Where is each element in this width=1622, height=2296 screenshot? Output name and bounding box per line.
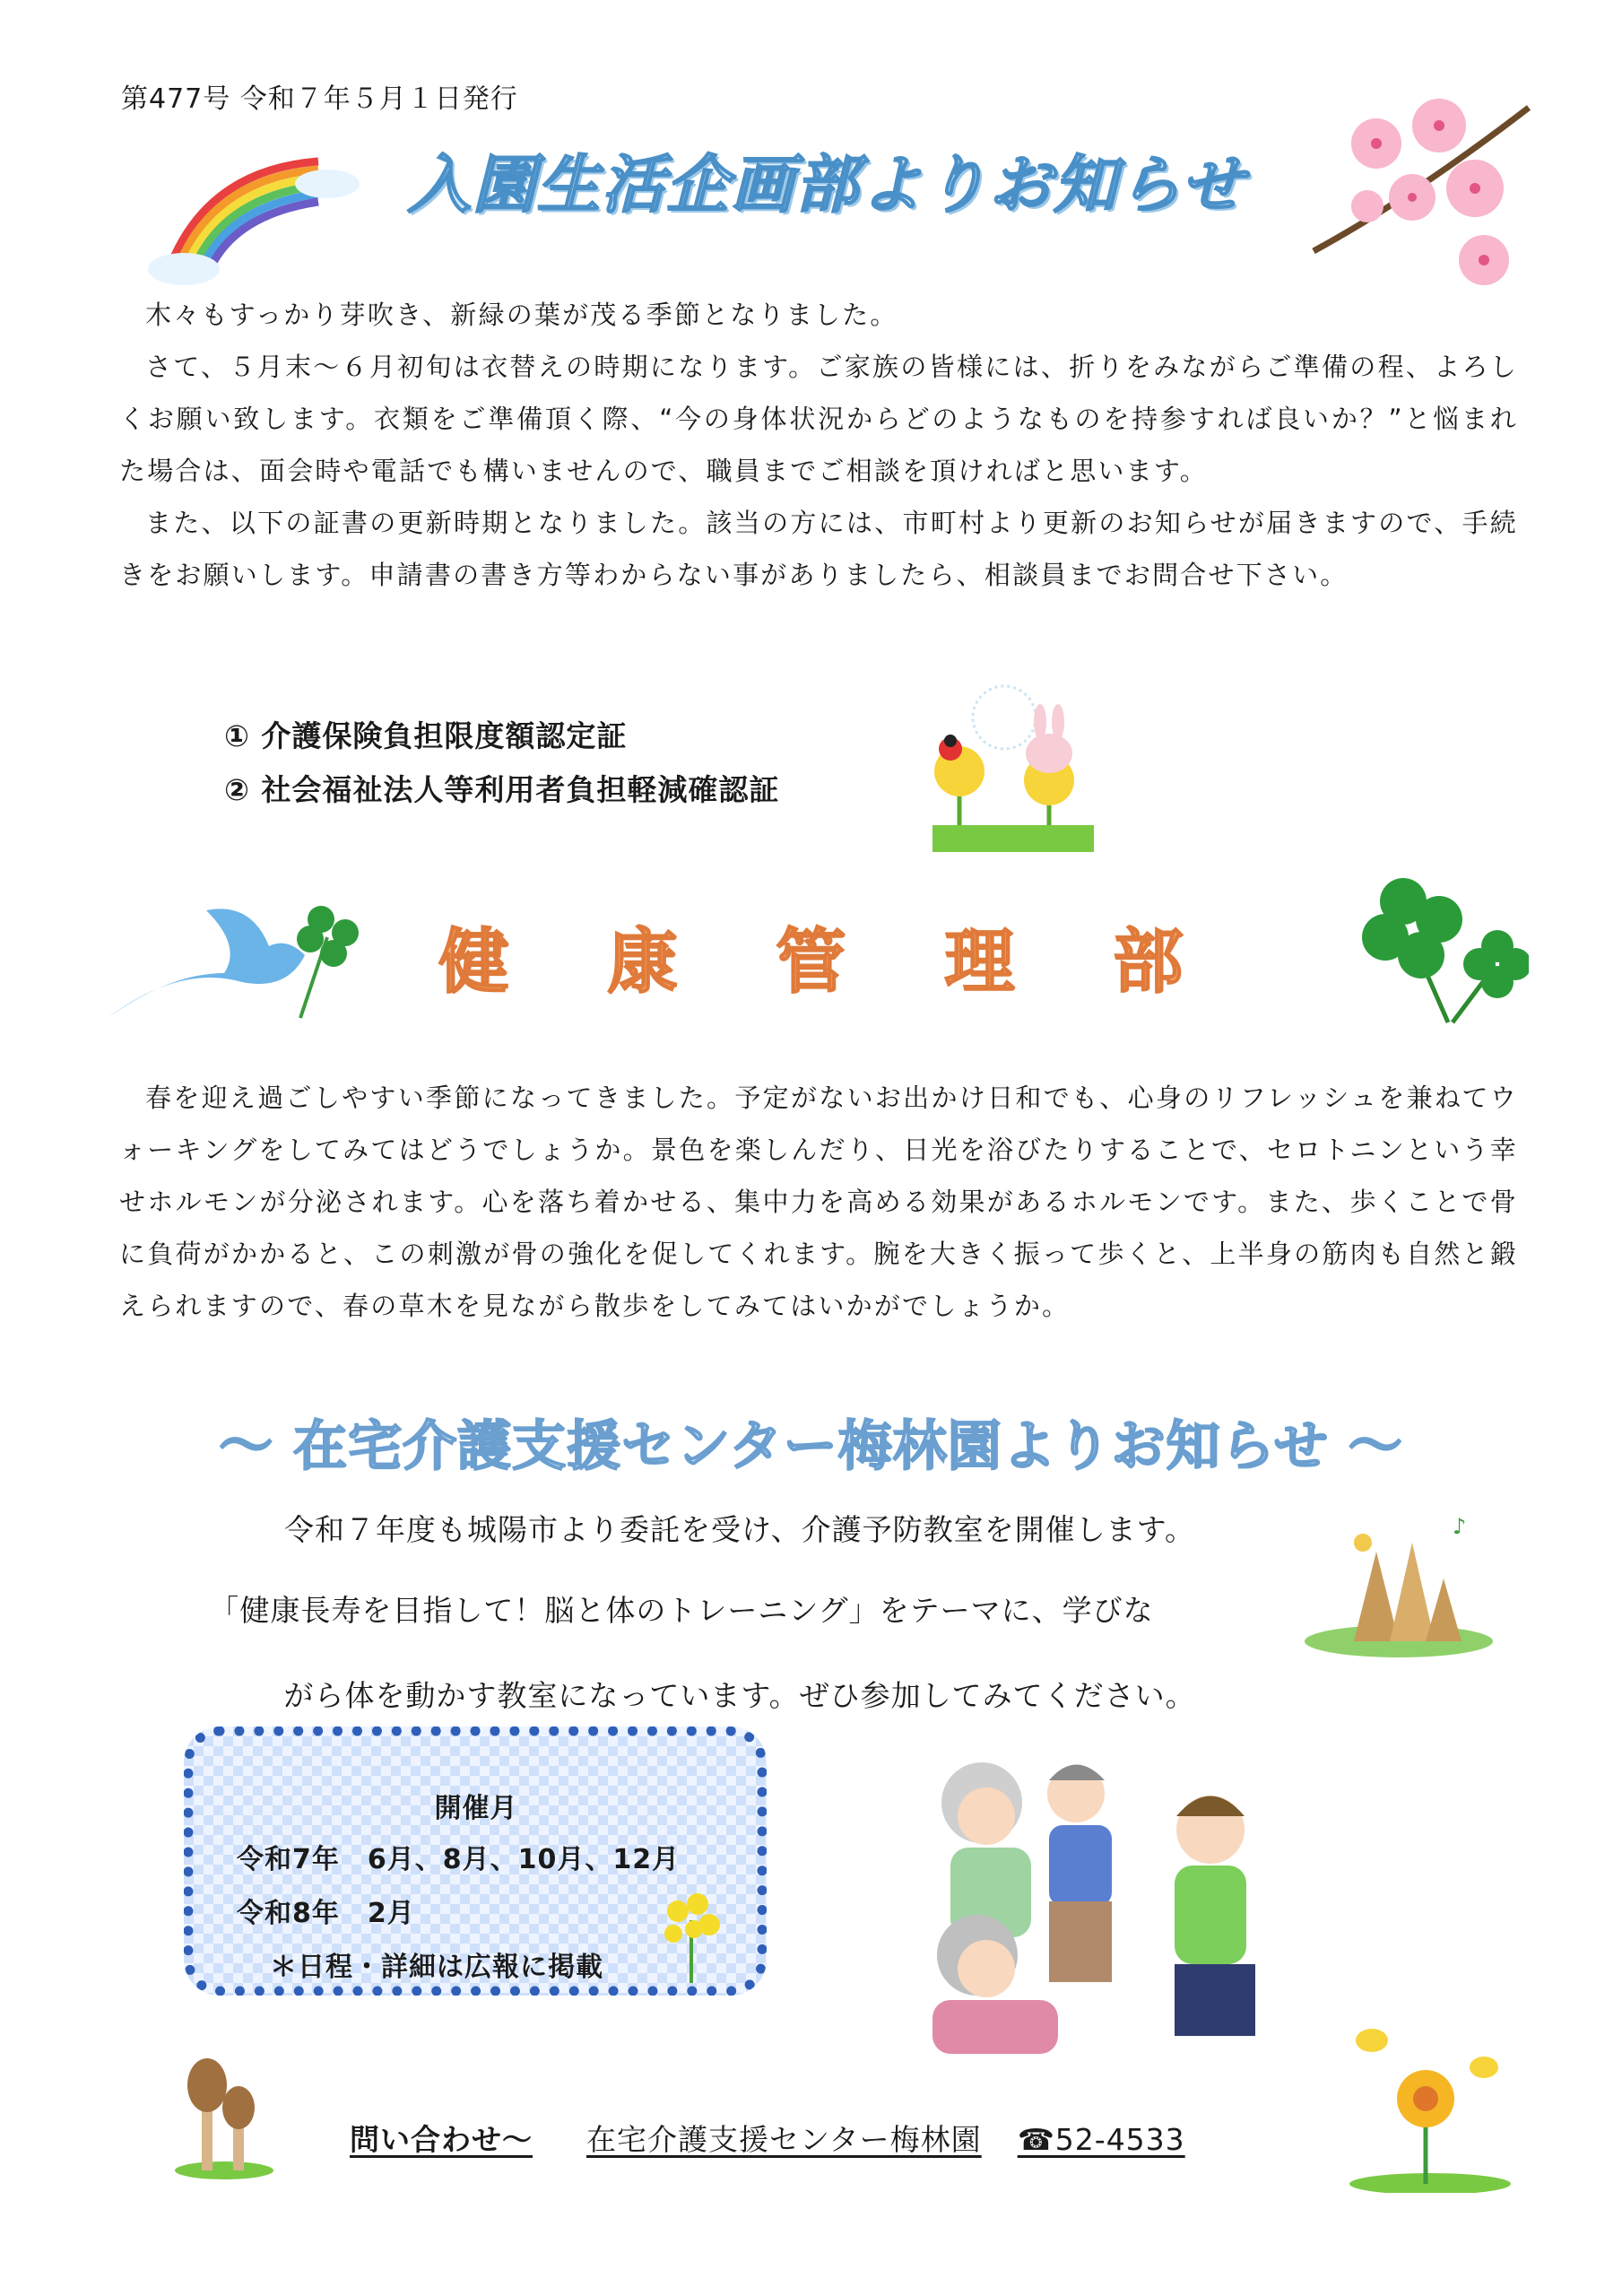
contact-label: 問い合わせ〜: [350, 2122, 533, 2157]
dandelion-rabbit-illustration: [906, 682, 1121, 861]
svg-text:♪: ♪: [1453, 1514, 1467, 1539]
section2-paragraph: 春を迎え過ごしやすい季節になってきました。予定がないお出かけ日和でも、心身のリフレッシュを兼ねてウォーキングをしてみてはどうでしょうか。景色を楽しんだり、日光を浴びたりすることで、セロトニンという幸せホルモンが分泌されます。心を落ち着かせる、集中力を高める効果があるホルモンです。また、歩くことで骨に負荷がかかると、この刺激が骨の強化を促してくれます。腕を大きく振って歩くと、上半身の筋肉も自然と鍛えられますので、春の草木を見ながら散歩をしてみてはいかがでしょうか。: [119, 1083, 1518, 1321]
mushroom-illustration: [170, 2045, 278, 2179]
contact-phone: ☎52-4533: [1017, 2122, 1185, 2157]
flower-bee-illustration: [1340, 2013, 1520, 2193]
rainbow-illustration: [148, 135, 372, 287]
certificate-item-2: ② 社会福祉法人等利用者負担軽減確認証: [224, 772, 780, 807]
section2-body: [119, 1072, 1518, 1332]
section3-title: 〜 在宅介護支援センター梅林園よりお知らせ 〜: [219, 1415, 1403, 1478]
schedule-note: ＊日程・詳細は広報に掲載: [270, 1952, 603, 1983]
certificate-item-1: ① 介護保険負担限度額認定証: [224, 718, 628, 753]
section3-line-1: 令和７年度も城陽市より委託を受け、介護予防教室を開催します。: [283, 1512, 1196, 1547]
issue-line: 第477号 令和７年５月１日発行: [121, 83, 518, 115]
section3-line-2: 「健康長寿を目指して！脳と体のトレーニング」をテーマに、学びな: [209, 1593, 1154, 1628]
seniors-exercise-illustration: [897, 1731, 1282, 2054]
section1-title: 入園生活企画部よりお知らせ: [408, 148, 1245, 222]
rapeseed-flower-icon: [642, 1884, 741, 1983]
schedule-line-1: 令和7年 6月、8月、10月、12月: [237, 1844, 681, 1875]
cherry-blossom-illustration: [1305, 90, 1538, 296]
schedule-line-2: 令和8年 2月: [237, 1898, 415, 1929]
schedule-box: [184, 1726, 767, 1996]
bamboo-shoot-illustration: [1300, 1507, 1497, 1659]
section1-paragraph-1: 木々もすっかり芽吹き、新緑の葉が茂る季節となりました。: [145, 300, 898, 330]
clover-illustration: [1349, 870, 1529, 1031]
section3-line-3: がら体を動かす教室になっています。ぜひ参加してみてください。: [283, 1678, 1196, 1713]
section1-paragraph-3: また、以下の証書の更新時期となりました。該当の方には、市町村より更新のお知らせが届きますので、手続きをお願いします。申請書の書き方等わからない事がありましたら、相談員までお問合せ下さい。: [119, 508, 1518, 590]
contact-organization: 在宅介護支援センター梅林園: [586, 2122, 982, 2157]
section1-body: [119, 289, 1518, 601]
schedule-title: 開催月: [434, 1793, 518, 1824]
contact-line: [350, 2117, 1185, 2159]
section2-title: 健康管理部: [438, 922, 1282, 1003]
section1-paragraph-2: さて、５月末〜６月初旬は衣替えの時期になります。ご家族の皆様には、折りをみながらご準備の程、よろしくお願い致します。衣類をご準備頂く際、“今の身体状況からどのようなものを持参すれば良いか？”と悩まれた場合は、面会時や電話でも構いませんので、職員までご相談を頂ければと思います。: [119, 352, 1518, 486]
